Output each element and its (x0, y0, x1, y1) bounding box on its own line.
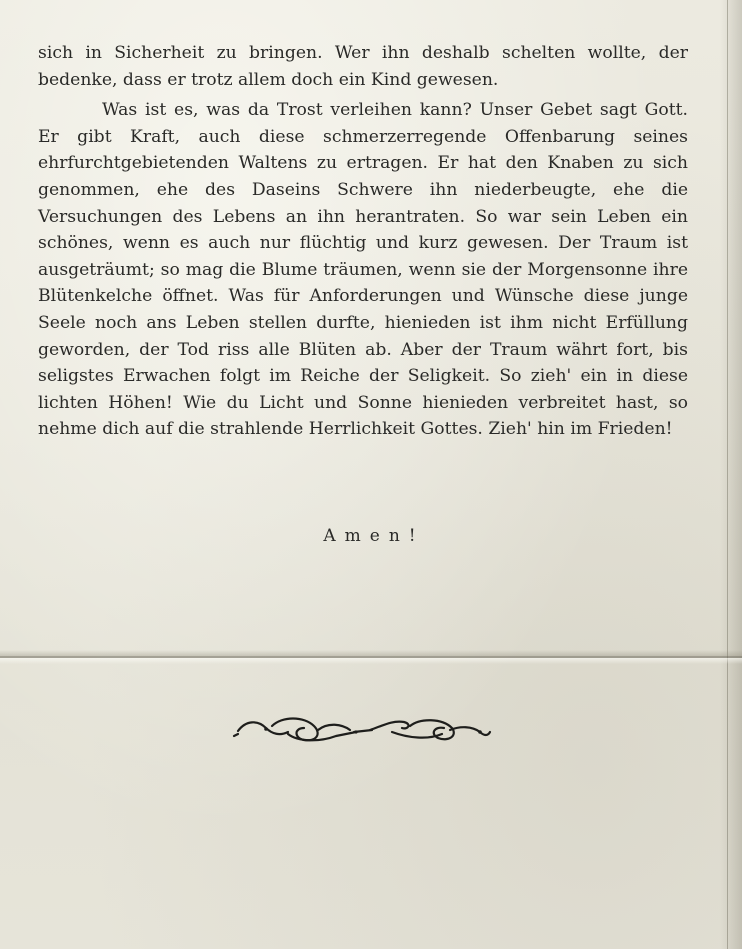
page-edge-line (727, 0, 728, 949)
page-edge-shadow (720, 0, 742, 949)
paragraph-1: sich in Sicherheit zu bringen. Wer ihn deshalb schelten wollte, der bedenke, dass er trotz allem doch ein Kind gewesen. (38, 43, 688, 90)
body-text (38, 40, 688, 443)
paper-fold (0, 650, 742, 664)
paragraph-2: Was ist es, was da Trost verleihen kann? Unser Gebet sagt Gott. Er gibt Kraft, auch diese schmerzerregende Offenbarung seines ehrfurchtgebietenden Waltens zu ertragen. Er hat den Knaben zu sich genommen, ehe des Daseins Schwere ihn niederbeugte, ehe die Versuchungen des Lebens an ihn herantraten. So war sein Leben ein schönes, wenn es auch nur flüchtig und kurz gewesen. Der Traum ist ausgeträumt; so mag die Blume träumen, wenn sie der Morgensonne ihre Blütenkelche öffnet. Was für Anforderungen und Wünsche diese junge Seele noch ans Leben stellen durfte, hienieden ist ihm nicht Erfüllung geworden, der Tod riss alle Blüten ab. Aber der Traum währt fort, bis seligstes Erwachen folgt im Reiche der Seligkeit. So zieh' ein in diese lichten Höhen! Wie du Licht und Sonne hienieden verbreitet hast, so nehme dich auf die strahlende Herrlichkeit Gottes. Zieh' hin im Frieden! (38, 100, 688, 440)
fold-highlight (0, 658, 742, 664)
closing-amen: Amen! (323, 526, 425, 546)
flourish-ornament-icon (232, 712, 492, 752)
